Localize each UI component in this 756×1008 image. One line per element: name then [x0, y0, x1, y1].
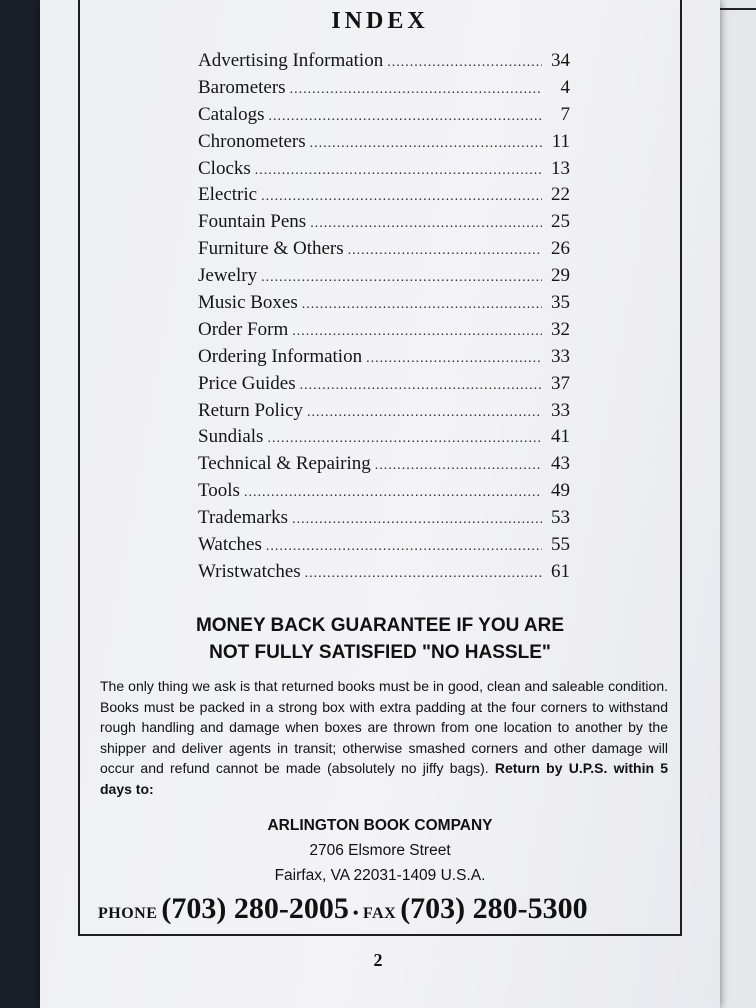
dot-leader: [261, 189, 542, 205]
entry-label: Sundials: [198, 426, 264, 448]
dot-leader: [375, 458, 542, 474]
fax-number: (703) 280-5300: [400, 892, 588, 925]
dot-leader: [290, 82, 542, 98]
index-entry: [198, 158, 570, 185]
page-frame: [78, 0, 682, 936]
dot-leader: [300, 378, 542, 394]
dot-leader: [307, 405, 542, 421]
index-entry: [198, 426, 570, 453]
entry-label: Advertising Information: [198, 50, 384, 71]
index-entry: [198, 184, 570, 211]
entry-label: Fountain Pens: [198, 211, 307, 233]
fax-label: FAX: [362, 905, 397, 922]
entry-label: Wristwatches: [198, 560, 301, 582]
entry-label: Order Form: [198, 318, 289, 340]
contact-line: [98, 892, 668, 926]
entry-page: 29: [551, 265, 570, 287]
entry-page: 32: [551, 318, 570, 340]
index-entry: [198, 400, 570, 427]
dot-leader: [267, 431, 542, 447]
entry-page: 61: [551, 560, 570, 582]
index-entry: [198, 211, 570, 238]
index-entry: [198, 561, 570, 588]
entry-label: Jewelry: [198, 265, 258, 287]
dot-leader: [305, 566, 542, 582]
index-entry: [198, 346, 570, 373]
entry-label: Clocks: [198, 157, 251, 179]
policy-body: The only thing we ask is that returned books must be in good, clean and saleable condition. Books must be packed in a strong box with extra padding at the four corners to withstand rough handling and damage when boxes are thrown from one location to another by the shipper and deliver agents in transit; otherwise smashed corners and other damage will occur and refund cannot be made (absolutely no jiffy bags).: [100, 678, 668, 776]
dot-leader: [292, 512, 542, 528]
dot-leader: [310, 136, 542, 152]
entry-page: 53: [551, 507, 570, 529]
index-entry: [198, 319, 570, 346]
index-entry: [198, 77, 570, 104]
return-policy-text: [100, 676, 668, 799]
phone-number: (703) 280-2005: [161, 892, 349, 925]
page-number: 2: [373, 950, 383, 970]
dot-leader: [292, 324, 542, 340]
dot-leader: [348, 243, 542, 259]
index-entry: [198, 453, 570, 480]
dot-leader: [366, 351, 542, 367]
entry-page: 11: [551, 130, 570, 152]
entry-label: Catalogs: [198, 103, 265, 125]
entry-label: Technical & Repairing: [198, 453, 371, 475]
policy-emphasis: Return by U.P.S. within 5 days to:: [100, 760, 668, 797]
entry-page: 34: [551, 50, 570, 71]
entry-page: 35: [551, 292, 570, 314]
dot-leader: [261, 270, 542, 286]
index-entry: [198, 373, 570, 400]
entry-page: 41: [551, 426, 570, 448]
entry-label: Watches: [198, 534, 262, 556]
entry-page: 7: [560, 103, 570, 125]
index-entry: [198, 480, 570, 507]
entry-page: 13: [551, 157, 570, 179]
entry-page: 33: [551, 399, 570, 421]
index-entry: [198, 50, 570, 77]
index-entry: [198, 292, 570, 319]
entry-label: Electric: [198, 184, 258, 206]
index-entry: [198, 507, 570, 534]
entry-page: 33: [551, 345, 570, 367]
dot-leader: [302, 297, 542, 313]
entry-label: Price Guides: [198, 372, 296, 394]
index-entry: [198, 534, 570, 561]
street-address: 2706 Elsmore Street: [309, 842, 451, 859]
phone-label: PHONE: [98, 905, 158, 922]
entry-label: Return Policy: [198, 399, 304, 421]
entry-label: Tools: [198, 480, 240, 502]
entry-label: Furniture & Others: [198, 238, 344, 260]
entry-page: 55: [551, 534, 570, 556]
entry-page: 49: [551, 480, 570, 502]
index-entry: [198, 238, 570, 265]
company-address: [80, 813, 680, 888]
entry-label: Music Boxes: [198, 292, 298, 314]
separator-bullet: •: [352, 905, 359, 922]
dot-leader: [310, 216, 542, 232]
entry-label: Chronometers: [198, 130, 306, 152]
adjacent-page-border: [718, 8, 756, 1008]
entry-page: 25: [551, 211, 570, 233]
index-entry: [198, 104, 570, 131]
index-entry: [198, 131, 570, 158]
dot-leader: [387, 55, 542, 71]
entry-page: 4: [560, 76, 570, 98]
dot-leader: [255, 163, 542, 179]
entry-page: 37: [551, 372, 570, 394]
guarantee-heading: [80, 612, 680, 666]
city-state-zip: Fairfax, VA 22031-1409 U.S.A.: [274, 867, 486, 884]
entry-page: 26: [551, 238, 570, 260]
index-title: INDEX: [331, 8, 429, 34]
guarantee-line-2: NOT FULLY SATISFIED "NO HASSLE": [209, 642, 551, 663]
entry-label: Trademarks: [198, 507, 289, 529]
entry-label: Barometers: [198, 76, 286, 98]
dot-leader: [269, 109, 543, 125]
dot-leader: [244, 485, 542, 501]
entry-label: Ordering Information: [198, 345, 363, 367]
index-entry: [198, 265, 570, 292]
index-list: [198, 50, 570, 588]
entry-page: 22: [551, 184, 570, 206]
dot-leader: [266, 539, 542, 555]
company-name: ARLINGTON BOOK COMPANY: [267, 817, 493, 834]
guarantee-line-1: MONEY BACK GUARANTEE IF YOU ARE: [195, 615, 565, 636]
entry-page: 43: [551, 453, 570, 475]
